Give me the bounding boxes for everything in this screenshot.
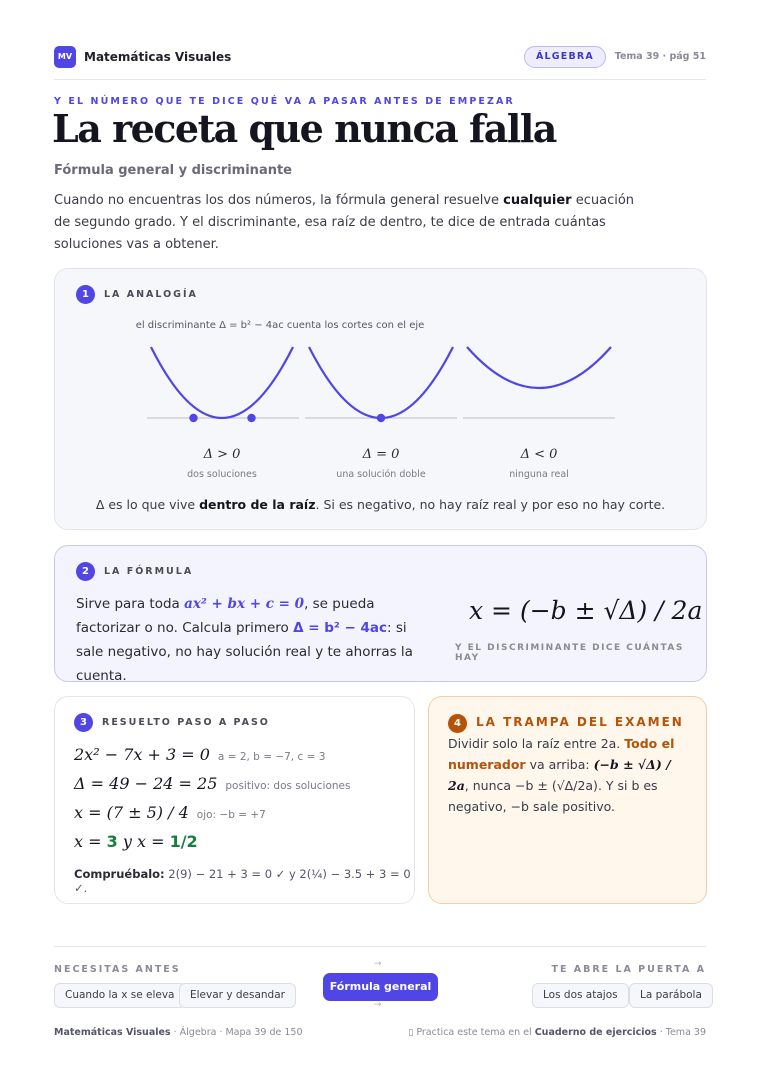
footer-right: ▯ Practica este tema en el Cuaderno de ejercicios · Tema 39 <box>408 1027 706 1038</box>
page-header <box>54 44 706 80</box>
root-point <box>189 414 197 422</box>
condition-label: Δ = 0 <box>362 447 400 462</box>
parabola-no-roots <box>467 347 611 388</box>
step-line: Δ = 49 − 24 = 25 positivo: dos soluciones <box>74 774 351 793</box>
footer-left: Matemáticas Visuales · Álgebra · Mapa 39 de 150 <box>54 1027 303 1038</box>
quadratic-formula: x = (−b ± √Δ) / 2a <box>469 596 703 625</box>
analogy-footnote: Δ es lo que vive dentro de la raíz. Si es negativo, no hay raíz real y por eso no hay corte. <box>95 497 666 512</box>
card-label: LA ANALOGÍA <box>104 289 198 300</box>
next-chip[interactable]: La parábola <box>629 983 713 1008</box>
condition-desc: ninguna real <box>509 469 569 480</box>
arrow-icon: → <box>374 1000 382 1010</box>
step-number: 2 <box>76 562 95 581</box>
condition-desc: una solución doble <box>336 469 426 480</box>
brand-logo: MV <box>54 46 76 68</box>
exam-trap-card <box>428 696 707 904</box>
formula-card <box>54 545 707 682</box>
subject-pill[interactable]: ÁLGEBRA <box>524 46 606 68</box>
next-chip[interactable]: Los dos atajos <box>532 983 629 1008</box>
analogy-card <box>54 268 707 530</box>
step-number: 3 <box>74 713 93 732</box>
intro-paragraph: Cuando no encuentras los dos números, la fórmula general resuelve cualquier ecuación de segundo grado. Y el discriminante, esa raíz de dentro, te dice de entrada cuántas soluciones vas a obtener. <box>54 193 635 252</box>
book-icon: ▯ <box>408 1027 417 1038</box>
root-point <box>377 414 385 422</box>
trap-explanation: Dividir solo la raíz entre 2a. Todo el numerador va arriba: (−b ± √Δ) / 2a, nunca −b ± (√Δ/2a). Y si b es negativo, −b sale positivo. <box>448 736 675 814</box>
page-reference: Tema 39 · pág 51 <box>614 51 706 62</box>
step-line: x = (7 ± 5) / 4 ojo: −b = +7 <box>74 803 266 822</box>
next-label: TE ABRE LA PUERTA A <box>551 964 706 975</box>
parabola-two-roots <box>151 347 293 418</box>
solution-line: x = 3 y x = 1/2 <box>74 832 198 851</box>
arrow-icon: → <box>374 959 382 969</box>
step-line: 2x² − 7x + 3 = 0 a = 2, b = −7, c = 3 <box>74 745 326 764</box>
card-label: RESUELTO PASO A PASO <box>102 717 270 728</box>
workbook-link[interactable]: Cuaderno de ejercicios <box>534 1027 657 1038</box>
page-title: La receta que nunca falla <box>52 106 556 151</box>
prereq-label: NECESITAS ANTES <box>54 964 181 975</box>
step-number: 1 <box>76 285 95 304</box>
page-subtitle: Fórmula general y discriminante <box>54 163 292 178</box>
brand-name[interactable]: Matemáticas Visuales <box>84 50 232 64</box>
kicker: Y EL NÚMERO QUE TE DICE QUÉ VA A PASAR ANTES DE EMPEZAR <box>54 96 515 107</box>
formula-caption: Y EL DISCRIMINANTE DICE CUÁNTAS HAY <box>455 643 684 663</box>
root-point <box>247 414 255 422</box>
discriminant-diagram <box>55 269 706 494</box>
worked-example-card <box>54 696 415 904</box>
prereq-chip[interactable]: Elevar y desandar <box>179 983 296 1008</box>
diagram-caption: el discriminante Δ = b² − 4ac cuenta los cortes con el eje <box>135 320 425 331</box>
parabola-double-root <box>309 347 453 418</box>
current-topic-button[interactable]: Fórmula general <box>323 973 438 1001</box>
condition-label: Δ < 0 <box>520 447 558 462</box>
card-label: LA FÓRMULA <box>104 566 194 577</box>
prereq-chip[interactable]: Cuando la x se eleva <box>54 983 186 1008</box>
step-number: 4 <box>448 714 467 733</box>
condition-desc: dos soluciones <box>187 469 257 480</box>
condition-label: Δ > 0 <box>203 447 241 462</box>
check-line: Compruébalo: 2(9) − 21 + 3 = 0 ✓ y 2(¼) − 3.5 + 3 = 0 ✓. <box>74 867 411 895</box>
nav-divider <box>54 946 706 947</box>
formula-explanation: Sirve para toda ax² + bx + c = 0, se pueda factorizar o no. Calcula primero Δ = b² − 4ac: si sale negativo, no hay solución real y te ahorras la cuenta. <box>76 596 413 684</box>
card-label: LA TRAMPA DEL EXAMEN <box>476 715 684 729</box>
